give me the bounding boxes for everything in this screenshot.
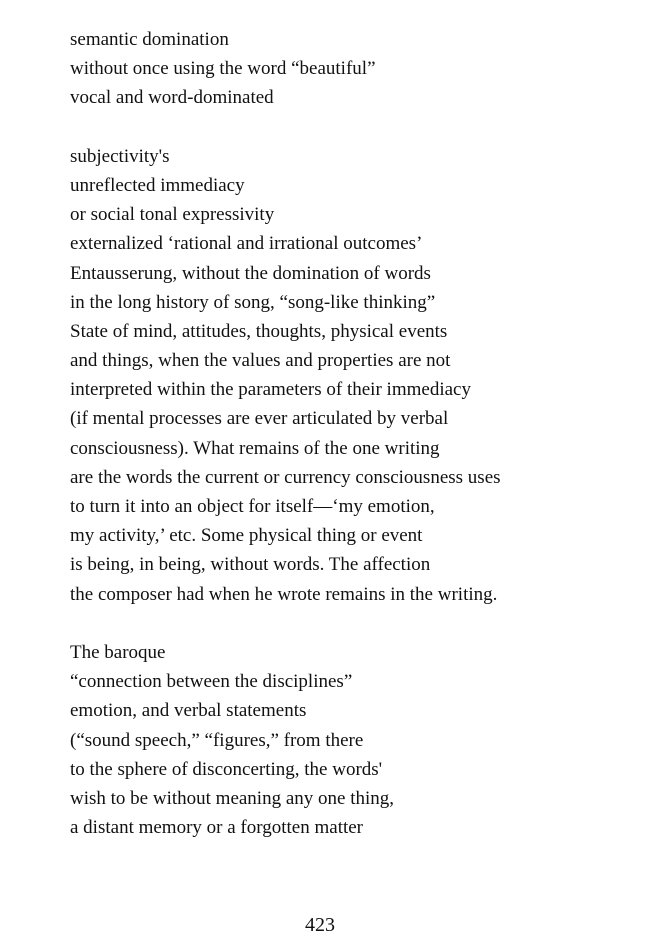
poem-line: to turn it into an object for itself—‘my emotion, — [70, 496, 435, 517]
stanza-2 — [70, 142, 630, 609]
poem-line: is being, in being, without words. The affection — [70, 554, 431, 576]
poem-line: my activity,’ etc. Some physical thing or event — [70, 525, 423, 547]
poem-line: to the sphere of disconcerting, the words' — [70, 758, 383, 780]
poem-line: State of mind, attitudes, thoughts, physical events — [70, 320, 448, 342]
poem-body — [70, 25, 630, 871]
poem-line: (“sound speech,” “figures,” from there — [70, 729, 364, 751]
poem-line: externalized ‘rational and irrational outcomes’ — [70, 233, 423, 255]
poem-line: or social tonal expressivity — [70, 204, 275, 226]
poem-line: the composer had when he wrote remains in the writing. — [70, 583, 498, 605]
poem-line: unreflected immediacy — [70, 174, 245, 196]
poem-line: a distant memory or a forgotten matter — [70, 817, 364, 839]
poem-line: wish to be without meaning any one thing, — [70, 787, 395, 809]
poem-line: (if mental processes are ever articulated by verbal — [70, 408, 449, 430]
poem-line: and things, when the values and properties are not — [70, 350, 451, 372]
poem-line: are the words the current or currency consciousness uses — [70, 466, 501, 488]
poem-line: The baroque — [70, 641, 166, 663]
stanza-3 — [70, 638, 630, 842]
poem-line: in the long history of song, “song-like thinking” — [70, 291, 436, 313]
poem-line: without once using the word “beautiful” — [70, 58, 376, 80]
page-number: 423 — [305, 914, 335, 936]
poem-line: emotion, and verbal statements — [70, 700, 307, 722]
poem-line: subjectivity's — [70, 145, 170, 167]
poem-line: “connection between the disciplines” — [70, 671, 353, 693]
poem-line: vocal and word-dominated — [70, 87, 274, 109]
poem-line: consciousness). What remains of the one writing — [70, 437, 440, 459]
poem-line: interpreted within the parameters of their immediacy — [70, 379, 471, 401]
poem-line: semantic domination — [70, 29, 229, 50]
poem-line: Entausserung, without the domination of words — [70, 262, 431, 284]
stanza-1 — [70, 25, 630, 113]
